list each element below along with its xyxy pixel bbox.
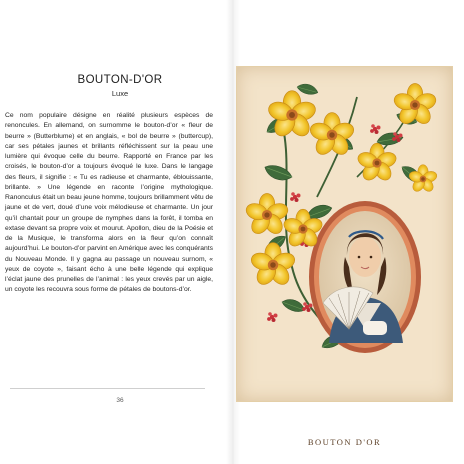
illustration-card <box>236 66 453 447</box>
page-subtitle: Luxe <box>111 89 129 98</box>
body-paragraph: Ce nom populaire désigne en réalité plusieurs espèces de renoncules. En allemand, on surnomme le bouton-d’or « fleur de beurre » (Butterblume) et en anglais, « bol de beurre » (buttercup), car ses pétales jaunes et brillants réfléchissent sur la peau une lumière qui évoque celle du beurre. Rapporté en France par les croisés, le bouton-d’or a toujours évoqué le luxe. Dans le langage des fleurs, il signifie : « Tu es radieuse et charmante, éblouissante, brillante. » Une légende en raconte l’origine mythologique. Ranonculus était un beau jeune homme, toujours brillamment vêtu de jaune et de vert, doué d’une voix mélodieuse et charmante. Un jour qu’il chantait pour un groupe de nymphes dans la forêt, il tomba en extase devant sa propre voix et mourut. Apollon, dieu de la Poésie et de la Musique, le transforma alors en la fleur qu’on connaît aujourd’hui. Le bouton-d’or parvint en Amérique avec les conquérants du Nouveau Monde. Il y gagna au passage un nouveau surnom, « yeux de coyote », faisant écho à une belle légende qui explique l’éclat jaune des prunelles de l’animal : les yeux crevés par un aigle, un coyote les recouvra sous forme de pétales de boutons-d’or. <box>5 112 213 294</box>
page-title: BOUTON-D'OR <box>77 74 163 86</box>
folio-divider <box>10 388 205 389</box>
body-text <box>5 111 213 296</box>
card-caption: BOUTON D'OR <box>307 437 382 447</box>
page-number: 36 <box>116 397 124 404</box>
portrait-frame <box>309 201 421 353</box>
illustration-art <box>237 67 452 401</box>
